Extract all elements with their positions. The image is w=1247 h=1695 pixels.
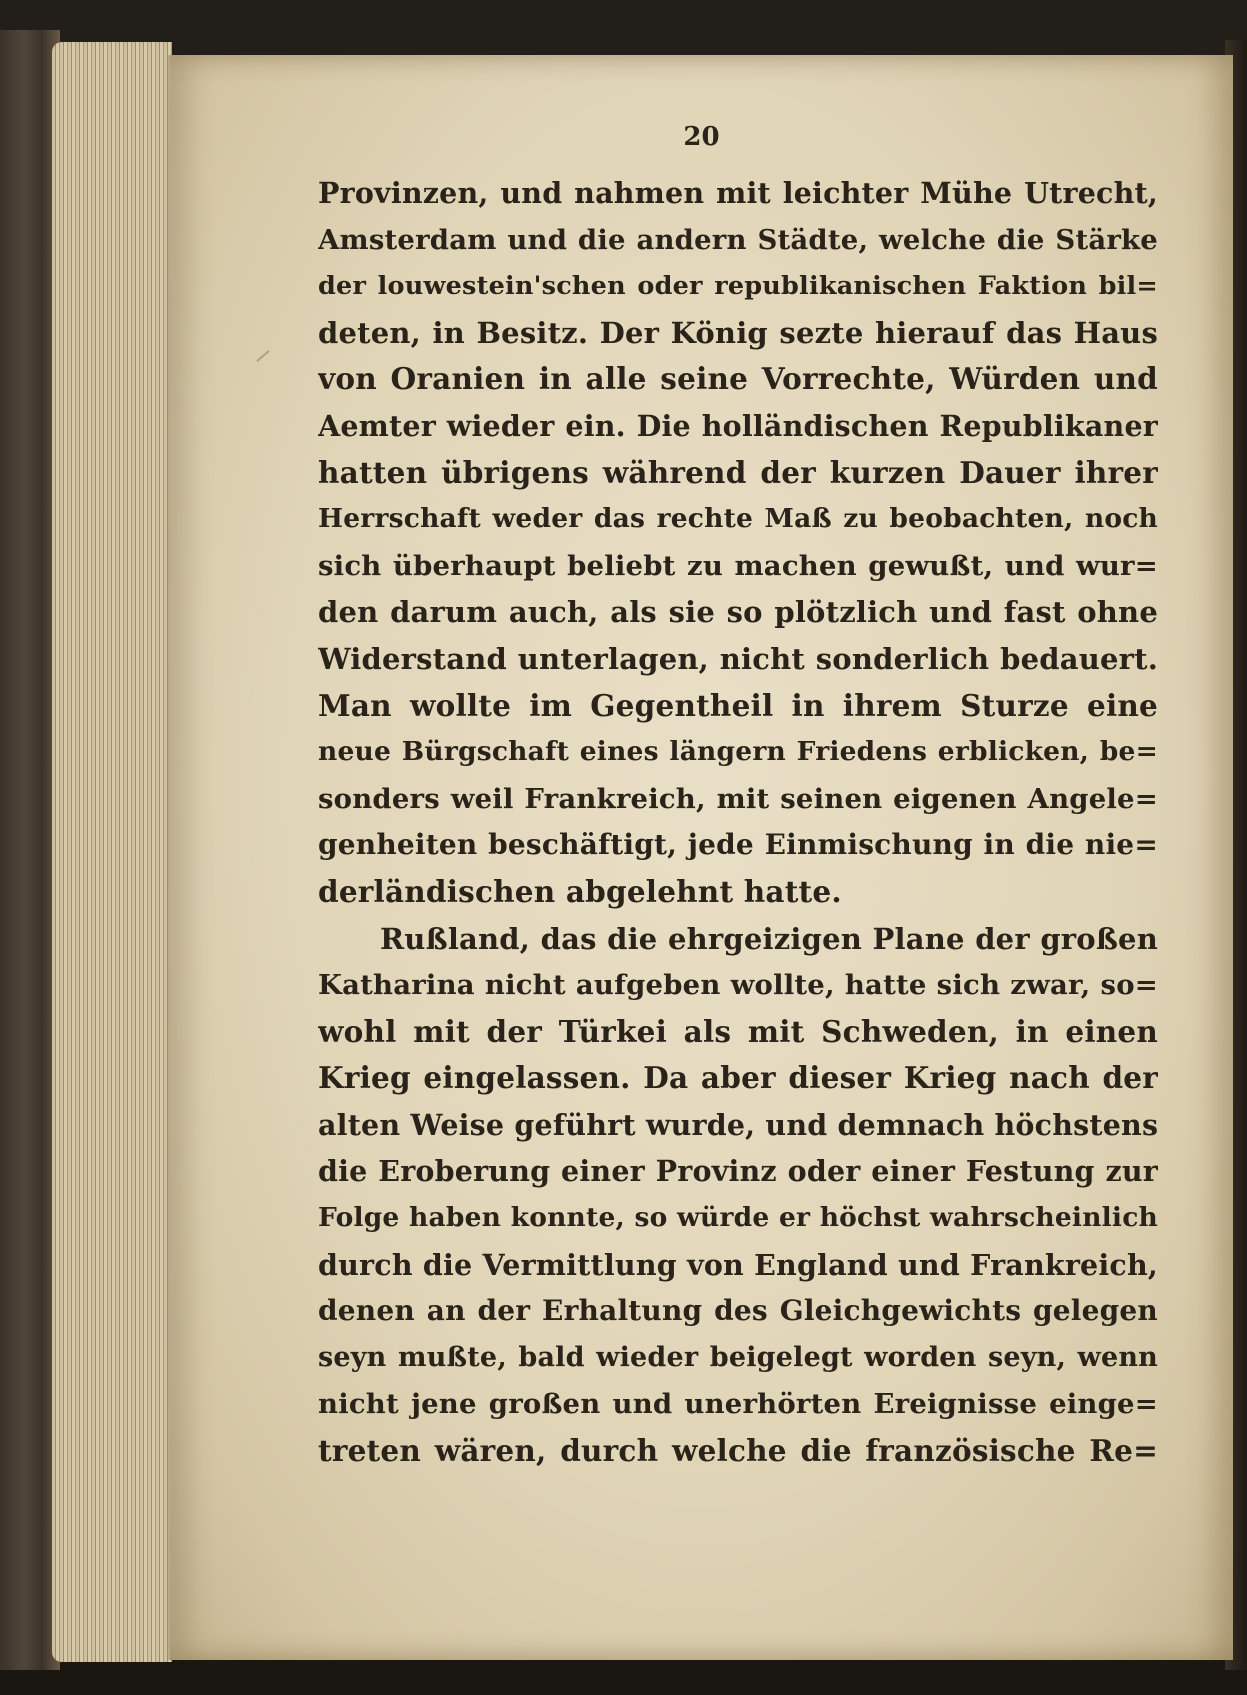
text-line: alten Weise geführt wurde, und demnach höchstens xyxy=(318,1107,1158,1142)
text-line: Amsterdam und die andern Städte, welche die Stärke xyxy=(318,223,1158,256)
text-line: durch die Vermittlung von England und Frankreich, xyxy=(318,1247,1158,1282)
text-line: die Eroberung einer Provinz oder einer Festung zur xyxy=(318,1154,1158,1189)
text-line: Widerstand unterlagen, nicht sonderlich bedauert. xyxy=(318,641,1158,676)
text-line: denen an der Erhaltung des Gleichgewichts gelegen xyxy=(318,1294,1158,1328)
text-line: Katharina nicht aufgeben wollte, hatte sich zwar, so= xyxy=(318,969,1158,1002)
text-line: den darum auch, als sie so plötzlich und fast ohne xyxy=(318,595,1158,630)
text-line: nicht jene großen und unerhörten Ereignisse einge= xyxy=(318,1388,1158,1421)
text-line: Man wollte im Gegentheil in ihrem Sturze eine xyxy=(318,687,1158,723)
text-line: sich überhaupt beliebt zu machen gewußt, und wur= xyxy=(318,549,1158,582)
body-text xyxy=(318,170,1158,1475)
text-line: Rußland, das die ehrgeizigen Plane der großen xyxy=(380,921,1158,956)
text-line: der louwestein'schen oder republikanischen Faktion bil= xyxy=(318,271,1158,302)
text-line: neue Bürgschaft eines längern Friedens erblicken, be= xyxy=(318,736,1158,768)
text-line: genheiten beschäftigt, jede Einmischung in die nie= xyxy=(318,828,1158,862)
text-line: wohl mit der Türkei als mit Schweden, in einen xyxy=(318,1013,1158,1049)
text-line: sonders weil Frankreich, mit seinen eigenen Angele= xyxy=(318,782,1158,815)
text-line: seyn mußte, bald wieder beigelegt worden seyn, wenn xyxy=(318,1341,1158,1373)
text-line: hatten übrigens während der kurzen Dauer ihrer xyxy=(318,454,1158,490)
text-line: deten, in Besitz. Der König sezte hierauf das Haus xyxy=(318,315,1158,350)
text-line: Krieg eingelassen. Da aber dieser Krieg nach der xyxy=(318,1060,1158,1096)
text-line: treten wären, durch welche die französische Re= xyxy=(318,1433,1158,1469)
text-line: von Oranien in alle seine Vorrechte, Würden und xyxy=(318,361,1158,397)
text-line: Aemter wieder ein. Die holländischen Republikaner xyxy=(318,408,1158,443)
text-line: Folge haben konnte, so würde er höchst wahrscheinlich xyxy=(318,1202,1158,1234)
book-cover-left xyxy=(0,30,60,1670)
text-line: derländischen abgelehnt hatte. xyxy=(318,873,842,909)
page-edges xyxy=(52,42,172,1662)
text-line: Herrschaft weder das rechte Maß zu beobachten, noch xyxy=(318,503,1158,535)
text-line: Provinzen, und nahmen mit leichter Mühe Utrecht, xyxy=(318,176,1158,210)
page-number: 20 xyxy=(683,122,720,152)
book-page xyxy=(168,55,1233,1660)
